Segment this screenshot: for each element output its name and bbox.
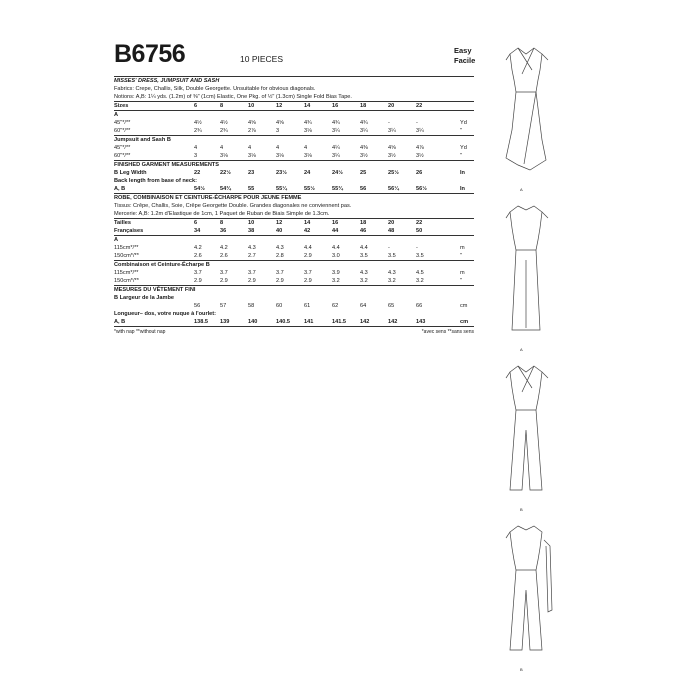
table-cell: 2⅞	[248, 128, 256, 134]
row-label: Tailles	[114, 220, 131, 226]
table-cell: 2¾	[194, 128, 202, 134]
table-cell: 8	[220, 220, 224, 226]
table-cell: 4.3	[388, 270, 396, 276]
row-label: A	[114, 237, 119, 243]
table-cell: 2.6	[194, 253, 202, 259]
fabrics-en: Fabrics: Crepe, Challis, Silk, Double Georgette. Unsuitable for obvious diagonals.	[114, 86, 316, 92]
table-cell: 2.9	[248, 278, 256, 284]
table-cell: 44	[332, 228, 339, 234]
table-cell: 34	[194, 228, 201, 234]
row-label: A	[114, 112, 119, 118]
table-cell: 66	[416, 303, 423, 309]
table-cell: 3	[194, 153, 198, 159]
table-cell: 50	[416, 228, 423, 234]
notions-fr: Mercerie: A,B: 1.2m d'Elastique de 1cm, 1 Paquet de Ruban de Biais Simple de 1.3cm.	[114, 211, 330, 217]
table-cell: 22½	[220, 170, 231, 176]
table-cell: 55¼	[276, 186, 287, 192]
table-cell: 64	[360, 303, 367, 309]
row-label: FINISHED GARMENT MEASUREMENTS	[114, 162, 220, 168]
table-cell: 2.9	[304, 278, 312, 284]
yardage-row	[114, 244, 474, 252]
table-cell: 3.2	[388, 278, 396, 284]
table-cell: 20	[388, 103, 395, 109]
view-b-heading	[114, 136, 474, 144]
row-label: Sizes	[114, 103, 129, 109]
table-cell: 4	[220, 145, 224, 151]
table-cell: 61	[304, 303, 311, 309]
table-cell: 140	[248, 319, 258, 325]
drawing-label: A	[520, 187, 523, 192]
table-cell: 6	[194, 220, 198, 226]
table-cell: 4½	[194, 120, 202, 126]
yardage-table-en	[114, 102, 474, 193]
row-label: 115cm*/**	[114, 245, 139, 251]
table-cell: 12	[276, 103, 283, 109]
unit-cell: m	[460, 245, 465, 251]
yardage-row	[114, 152, 474, 160]
table-cell: 25	[360, 170, 367, 176]
yardage-row	[114, 127, 474, 135]
row-label: 45"*/**	[114, 145, 131, 151]
table-cell: 18	[360, 220, 367, 226]
row-label: A, B	[114, 186, 126, 192]
table-cell: 4.3	[360, 270, 368, 276]
row-label: MESURES DU VÊTEMENT FINI	[114, 287, 196, 293]
table-cell: 3½	[360, 153, 368, 159]
fabrics-fr: Tissus: Crêpe, Challis, Soie, Crêpe Georgette Double. Grandes diagonales ne conviennent pas.	[114, 203, 352, 209]
table-cell: 4	[248, 145, 252, 151]
table-cell: 3.7	[194, 270, 202, 276]
table-cell: -	[388, 120, 390, 126]
view-a-heading	[114, 111, 474, 119]
table-cell: 3.5	[416, 253, 424, 259]
table-cell: 10	[248, 220, 255, 226]
table-cell: 3	[276, 128, 280, 134]
table-cell: 58	[248, 303, 255, 309]
table-cell: 4¼	[332, 145, 340, 151]
table-cell: 55¾	[332, 186, 343, 192]
table-cell: 10	[248, 103, 255, 109]
table-cell: 14	[304, 103, 311, 109]
table-cell: 3.0	[332, 253, 340, 259]
table-cell: 3.2	[332, 278, 340, 284]
row-label: 150cm*/**	[114, 253, 139, 259]
table-cell: 55	[248, 186, 255, 192]
drawing-label: B	[520, 667, 523, 672]
table-cell: 56	[194, 303, 201, 309]
table-cell: 54½	[194, 186, 205, 192]
back-length-row	[114, 318, 474, 326]
table-cell: 40	[276, 228, 283, 234]
table-cell: 142	[388, 319, 398, 325]
row-label: 45"*/**	[114, 120, 131, 126]
yardage-row	[114, 252, 474, 260]
row-label: 115cm*/**	[114, 270, 139, 276]
table-cell: 3⅛	[304, 153, 312, 159]
back-length-heading	[114, 310, 474, 318]
table-cell: 4¾	[360, 120, 368, 126]
finished-measurements-heading	[114, 286, 474, 294]
title-en: MISSES' DRESS, JUMPSUIT AND SASH	[114, 78, 220, 84]
piece-count: 10 PIECES	[240, 54, 283, 64]
table-cell: 3⅛	[220, 153, 228, 159]
jumpsuit-wrap-drawing	[496, 360, 556, 510]
unit-cell: cm	[460, 303, 468, 309]
table-cell: 3.7	[248, 270, 256, 276]
jumpsuit-back-drawing	[496, 520, 556, 670]
table-cell: 2.9	[304, 253, 312, 259]
table-cell: 48	[388, 228, 395, 234]
table-cell: 20	[388, 220, 395, 226]
table-cell: 4.2	[220, 245, 228, 251]
dress-wrap-drawing	[496, 40, 556, 190]
view-a-heading	[114, 236, 474, 244]
table-cell: 2.9	[220, 278, 228, 284]
yardage-table-fr	[114, 219, 474, 326]
table-cell: 2.8	[276, 253, 284, 259]
unit-cell: cm	[460, 319, 469, 325]
table-cell: 55½	[304, 186, 315, 192]
table-cell: 2¾	[220, 128, 228, 134]
difficulty-en: Easy	[454, 46, 472, 55]
header	[114, 40, 474, 76]
table-cell: 38	[248, 228, 255, 234]
pattern-code: B6756	[114, 40, 186, 68]
table-cell: 4⅝	[388, 145, 396, 151]
difficulty-fr: Facile	[454, 56, 476, 65]
table-cell: 3.2	[360, 278, 368, 284]
table-cell: 16	[332, 103, 339, 109]
drawing-view-b2-wrap	[496, 520, 556, 670]
table-cell: 139	[220, 319, 230, 325]
row-label: Françaises	[114, 228, 144, 234]
table-cell: 22	[416, 103, 423, 109]
leg-width-values-row	[114, 302, 474, 310]
yardage-row	[114, 119, 474, 127]
row-label: A, B	[114, 319, 126, 325]
title-fr: ROBE, COMBINAISON ET CEINTURE-ÉCHARPE POUR JEUNE FEMME	[114, 195, 302, 201]
drawing-label: A	[520, 347, 523, 352]
unit-cell: "	[460, 253, 462, 259]
table-cell: 23	[248, 170, 255, 176]
table-cell: -	[416, 120, 418, 126]
yardage-row	[114, 277, 474, 285]
table-cell: 3.7	[304, 270, 312, 276]
table-cell: 3⅛	[276, 153, 284, 159]
table-cell: 3.7	[220, 270, 228, 276]
table-cell: 3⅛	[304, 128, 312, 134]
table-cell: 42	[304, 228, 311, 234]
table-cell: 22	[416, 220, 423, 226]
table-cell: 4.3	[276, 245, 284, 251]
table-cell: 46	[360, 228, 367, 234]
yardage-row	[114, 269, 474, 277]
french-sizes-row	[114, 227, 474, 235]
row-label: 60"*/**	[114, 128, 131, 134]
sizes-row	[114, 219, 474, 227]
table-cell: 3.7	[276, 270, 284, 276]
table-cell: 60	[276, 303, 283, 309]
table-cell: 3¼	[332, 153, 340, 159]
drawing-view-a-wrap	[496, 40, 556, 190]
table-cell: 12	[276, 220, 283, 226]
table-cell: 4⅝	[276, 120, 284, 126]
table-cell: 4.4	[304, 245, 312, 251]
row-label: 60"*/**	[114, 153, 131, 159]
table-cell: 140.5	[276, 319, 290, 325]
table-cell: 4.4	[332, 245, 340, 251]
table-cell: 65	[388, 303, 395, 309]
table-cell: 3¼	[360, 128, 368, 134]
table-cell: 3½	[416, 153, 424, 159]
leg-width-row	[114, 294, 474, 302]
difficulty-level	[454, 46, 475, 66]
leg-width-row	[114, 169, 474, 177]
table-cell: 3.9	[332, 270, 340, 276]
table-cell: 2.7	[248, 253, 256, 259]
row-label: Combinaison et Ceinture-Écharpe B	[114, 262, 210, 268]
table-cell: 4⅜	[360, 145, 368, 151]
table-cell: 4.3	[248, 245, 256, 251]
table-cell: 4.4	[360, 245, 368, 251]
yardage-row	[114, 144, 474, 152]
drawing-view-a2-wrap	[496, 200, 556, 350]
table-cell: 3.5	[388, 253, 396, 259]
table-cell: -	[416, 245, 418, 251]
notions-en: Notions: A,B: 1¼ yds. (1.2m) of ⅜" (1cm) Elastic, One Pkg. of ½" (1.3cm) Single Fold Bias Tape.	[114, 94, 352, 100]
table-cell: 138.5	[194, 319, 208, 325]
table-cell: 3¼	[416, 128, 424, 134]
unit-cell: m	[460, 270, 465, 276]
unit-cell: Yd	[460, 145, 467, 151]
table-cell: 143	[416, 319, 426, 325]
table-cell: 4.2	[194, 245, 202, 251]
back-length-heading	[114, 177, 474, 185]
table-cell: 6	[194, 103, 198, 109]
table-cell: 57	[220, 303, 227, 309]
table-cell: 24	[304, 170, 311, 176]
table-cell: 4⅞	[416, 145, 424, 151]
table-cell: 4¾	[304, 120, 312, 126]
table-cell: 2.9	[194, 278, 202, 284]
dress-back-drawing	[496, 200, 556, 350]
row-label: Back length from base of neck:	[114, 178, 197, 184]
table-cell: 3.5	[360, 253, 368, 259]
footnote-en: *with nap **without nap	[114, 329, 166, 335]
table-cell: 141	[304, 319, 314, 325]
row-label: 150cm*/**	[114, 278, 139, 284]
table-cell: 4¾	[332, 120, 340, 126]
technical-drawings	[496, 40, 556, 680]
back-length-row	[114, 185, 474, 193]
row-label: B Leg Width	[114, 170, 147, 176]
unit-cell: In	[460, 170, 465, 176]
unit-cell: In	[460, 186, 465, 192]
table-cell: 4	[194, 145, 198, 151]
unit-cell: "	[460, 128, 462, 134]
unit-cell: "	[460, 278, 462, 284]
row-label: Jumpsuit and Sash B	[114, 137, 171, 143]
table-cell: 4½	[220, 120, 228, 126]
table-cell: 2.6	[220, 253, 228, 259]
finished-measurements-heading	[114, 161, 474, 169]
table-cell: 62	[332, 303, 339, 309]
table-cell: 54¾	[220, 186, 231, 192]
table-cell: 142	[360, 319, 370, 325]
view-b-heading	[114, 261, 474, 269]
footnotes	[114, 327, 474, 337]
table-cell: 18	[360, 103, 367, 109]
table-cell: 141.5	[332, 319, 346, 325]
table-cell: 3½	[388, 153, 396, 159]
pattern-envelope-back	[114, 40, 474, 337]
table-cell: 4	[276, 145, 280, 151]
table-cell: 22	[194, 170, 201, 176]
table-cell: -	[388, 245, 390, 251]
table-cell: 4	[304, 145, 308, 151]
table-cell: 56½	[416, 186, 427, 192]
row-label: B Largeur de la Jambe	[114, 295, 174, 301]
table-cell: 26	[416, 170, 423, 176]
table-cell: 24½	[332, 170, 343, 176]
table-cell: 4⅝	[248, 120, 256, 126]
unit-cell: Yd	[460, 120, 467, 126]
table-cell: 56	[360, 186, 367, 192]
unit-cell: "	[460, 153, 462, 159]
drawing-view-b-wrap	[496, 360, 556, 510]
table-cell: 36	[220, 228, 227, 234]
table-cell: 23½	[276, 170, 287, 176]
table-cell: 3⅛	[248, 153, 256, 159]
table-cell: 56¼	[388, 186, 399, 192]
table-cell: 3.2	[416, 278, 424, 284]
sizes-row	[114, 102, 474, 110]
table-cell: 3¼	[388, 128, 396, 134]
table-cell: 25½	[388, 170, 399, 176]
footnote-fr: *avec sens **sans sens	[421, 329, 474, 335]
table-cell: 3¼	[332, 128, 340, 134]
row-label: Longueur– dos, votre nuque à l'ourlet:	[114, 311, 217, 317]
table-cell: 4.5	[416, 270, 424, 276]
table-cell: 2.9	[276, 278, 284, 284]
table-cell: 16	[332, 220, 339, 226]
table-cell: 8	[220, 103, 224, 109]
table-cell: 14	[304, 220, 311, 226]
drawing-label: B	[520, 507, 523, 512]
